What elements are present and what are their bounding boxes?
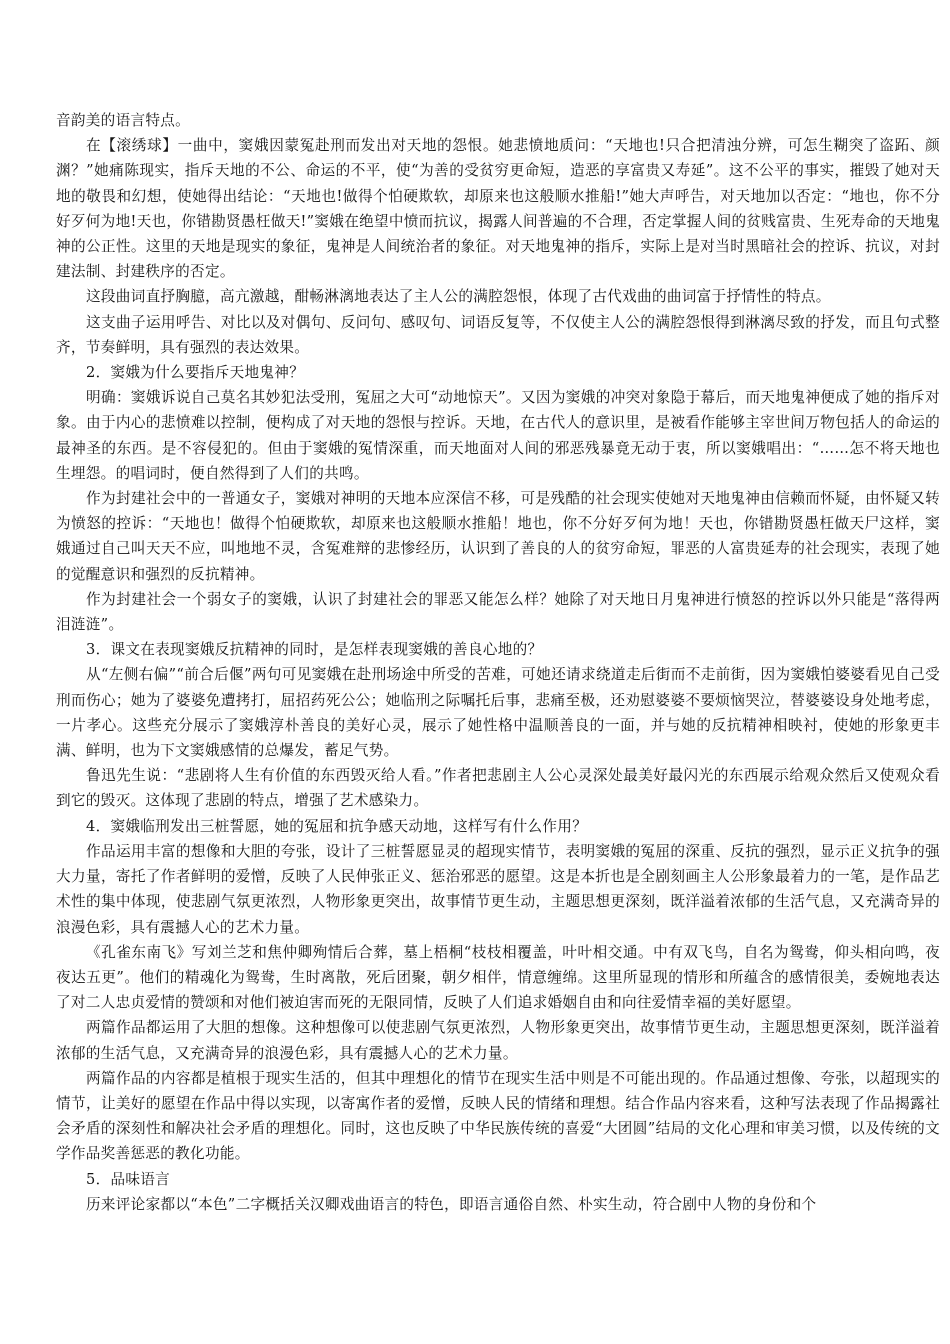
- section-question: 3．课文在表现窦娥反抗精神的同时，是怎样表现窦娥的善良心地的？: [86, 641, 543, 659]
- paragraph: 在【滚绣球】一曲中，窦娥因蒙冤赴刑而发出对天地的怨恨。她悲愤地质问：“天地也!只合把清浊分辨，可怎生糊突了盗跖、颜渊？”她痛陈现实，指斥天地的不公、命运的不平，使“为善的受贫穷更命短，造恶的享富贵又寿延”。这不公平的事实，摧毁了她对天地的敬畏和幻想，使她得出结论：“天地也!做得个怕硬欺软，却原来也这般顺水推船!”她大声呼告，对天地加以否定：“地也，你不分好歹何为地!天也，你错勘贤愚枉做天!”窦娥在绝望中愤而抗议，揭露人间普遍的不合理，否定掌握人间的贫贱富贵、生死寿命的天地鬼神的公正性。这里的天地是现实的象征，鬼神是人间统治者的象征。对天地鬼神的指斥，实际上是对当时黑暗社会的控诉、抗议，对封建法制、封建秩序的否定。: [56, 137, 940, 281]
- paragraph: 音韵美的语言特点。: [56, 112, 191, 129]
- paragraph: 从“左侧右偏”“前合后偃”两句可见窦娥在赴刑场途中所受的苦难，可她还请求绕道走后街而不走前街，因为窦娥怕婆婆看见自己受刑而伤心；她为了婆婆免遭拷打，屈招药死公公；她临刑之际嘱托后事，悲痛至极，还劝慰婆婆不要烦恼哭泣，替婆婆设身处地考虑，一片孝心。这些充分展示了窦娥淳朴善良的美好心灵，展示了她性格中温顺善良的一面，并与她的反抗精神相映衬，使她的形象更丰满、鲜明，也为下文窦娥感情的总爆发，蓄足气势。: [56, 666, 940, 760]
- paragraph: 鲁迅先生说：“悲剧将人生有价值的东西毁灭给人看。”作者把悲剧主人公心灵深处最美好最闪光的东西展示给观众然后又使观众看到它的毁灭。这体现了悲剧的特点，增强了艺术感染力。: [56, 767, 940, 810]
- paragraph: 历来评论家都以“本色”二字概括关汉卿戏曲语言的特色，即语言通俗自然、朴实生动，符合剧中人物的身份和个: [86, 1195, 817, 1213]
- paragraph: 两篇作品都运用了大胆的想像。这种想像可以使悲剧气氛更浓烈，人物形象更突出，故事情节更生动，主题思想更深刻，既洋溢着浓郁的生活气息，又充满奇异的浪漫色彩，具有震撼人心的艺术力量。: [56, 1019, 940, 1062]
- section-heading: 5．品味语言: [86, 1170, 171, 1188]
- section-question: 2．窦娥为什么要指斥天地鬼神？: [86, 364, 305, 382]
- paragraph: 作为封建社会中的一普通女子，窦娥对神明的天地本应深信不移，可是残酷的社会现实使她对天地鬼神由信赖而怀疑，由怀疑又转为愤怒的控诉：“天地也！做得个怕硬欺软，却原来也这般顺水推船！地也，你不分好歹何为地！天也，你错勘贤愚枉做天尸这样，窦娥通过自己叫天天不应，叫地地不灵，含冤难辩的悲惨经历，认识到了善良的人的贫穷命短，罪恶的人富贵延寿的社会现实，表现了她的觉醒意识和强烈的反抗精神。: [56, 490, 940, 583]
- paragraph: 这支曲子运用呼告、对比以及对偶句、反问句、感叹句、词语反复等，不仅使主人公的满腔怨恨得到淋漓尽致的抒发，而且句式整齐，节奏鲜明，具有强烈的表达效果。: [56, 313, 940, 356]
- paragraph: 作为封建社会一个弱女子的窦娥，认识了封建社会的罪恶又能怎么样？她除了对天地日月鬼神进行愤怒的控诉以外只能是“落得两泪涟涟”。: [56, 590, 940, 634]
- paragraph: 这段曲词直抒胸臆，高亢激越，酣畅淋漓地表达了主人公的满腔怨恨，体现了古代戏曲的曲词富于抒情性的特点。: [86, 288, 831, 306]
- paragraph: 《孔雀东南飞》写刘兰芝和焦仲卿殉情后合葬，墓上梧桐“枝枝相覆盖，叶叶相交通。中有双飞鸟，自名为鸳鸯，仰头相向鸣，夜夜达五更”。他们的精魂化为鸳鸯，生时离散，死后团聚，朝夕相伴，情意缠绵。这里所显现的情形和所蕴含的感情很美，委婉地表达了对二人忠贞爱情的赞颂和对他们被迫害而死的无限同情，反映了人们追求婚姻自由和向往爱情幸福的美好愿望。: [56, 943, 940, 1012]
- section-question: 4．窦娥临刑发出三桩誓愿，她的冤屈和抗争感天动地，这样写有什么作用？: [86, 817, 588, 835]
- document-body: [56, 108, 940, 1217]
- paragraph: 作品运用丰富的想像和大胆的夸张，设计了三桩誓愿显灵的超现实情节，表明窦娥的冤屈的深重、反抗的强烈，显示正义抗争的强大力量，寄托了作者鲜明的爱憎，反映了人民伸张正义、惩治邪恶的愿望。这是本折也是全剧刻画主人公形象最着力的一笔，是作品艺术性的集中体现，使悲剧气氛更浓烈，人物形象更突出，故事情节更生动，主题思想更深刻，既洋溢着浓郁的生活气息，又充满奇异的浪漫色彩，具有震撼人心的艺术力量。: [56, 842, 940, 936]
- paragraph: 两篇作品的内容都是植根于现实生活的，但其中理想化的情节在现实生活中则是不可能出现的。作品通过想像、夸张，以超现实的情节，让美好的愿望在作品中得以实现，以寄寓作者的爱憎，反映人民的情绪和理想。结合作品内容来看，这种写法表现了作品揭露社会矛盾的深刻性和解决社会矛盾的理想化。同时，这也反映了中华民族传统的喜爱“大团圆”结局的文化心理和审美习惯，以及传统的文学作品奖善惩恶的教化功能。: [56, 1069, 940, 1163]
- paragraph: 明确：窦娥诉说自己莫名其妙犯法受刑，冤屈之大可“动地惊天”。又因为窦娥的冲突对象隐于幕后，而天地鬼神便成了她的指斥对象。由于内心的悲愤难以控制，便构成了对天地的怨恨与控诉。天地，在古代人的意识里，是被看作能够主宰世间万物包括人的命运的最神圣的东西。是不容侵犯的。但由于窦娥的冤情深重，而天地面对人间的邪恶残暴竟无动于衷，所以窦娥唱出：“……怎不将天地也生埋怨。的唱词时，便自然得到了人们的共鸣。: [56, 389, 940, 482]
